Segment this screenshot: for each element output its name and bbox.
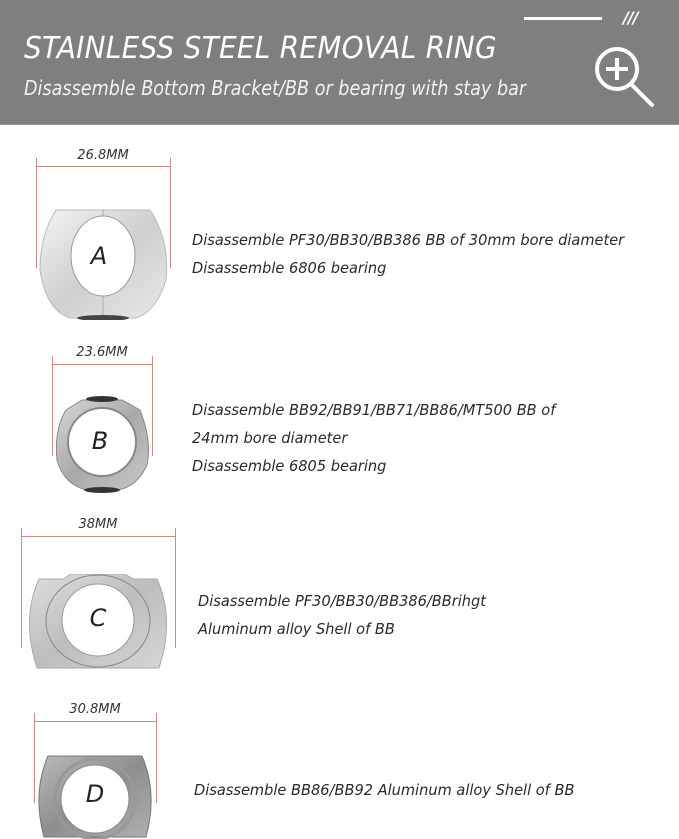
- ring-item-d: [0, 697, 679, 839]
- zoom-in-icon: [590, 42, 658, 110]
- ring-description: [194, 776, 599, 804]
- decorative-line: [524, 17, 602, 20]
- dimension-label: 30.8MM: [69, 702, 121, 717]
- decorative-slashes: ///: [623, 8, 638, 27]
- dimension-tick: [152, 356, 153, 456]
- dimension-line: [36, 166, 170, 167]
- ring-description: [192, 226, 652, 282]
- description-line: Disassemble BB86/BB92 Aluminum alloy Shell of BB: [194, 781, 575, 799]
- description-line: Disassemble PF30/BB30/BB386/BBrihgt: [198, 592, 487, 610]
- description-line: Disassemble 6805 bearing: [192, 457, 387, 475]
- dimension-line: [21, 536, 175, 537]
- dimension-tick: [175, 528, 176, 648]
- ring-item-a: [0, 140, 679, 330]
- ring-letter: B: [91, 427, 109, 455]
- description-line: Disassemble BB92/BB91/BB71/BB86/MT500 BB of: [192, 401, 556, 419]
- ring-letter: A: [90, 242, 108, 270]
- banner-subtitle: Disassemble Bottom Bracket/BB or bearing with stay bar: [24, 76, 527, 100]
- ring-item-c: [0, 512, 679, 677]
- description-line: Disassemble 6806 bearing: [192, 259, 387, 277]
- dimension-label: 23.6MM: [76, 345, 128, 360]
- banner-title: STAINLESS STEEL REMOVAL RING: [24, 31, 497, 66]
- dimension-label: 38MM: [78, 517, 118, 532]
- dimension-tick: [170, 158, 171, 268]
- description-line: Disassemble PF30/BB30/BB386 BB of 30mm bore diameter: [192, 231, 625, 249]
- ring-description: [198, 587, 504, 643]
- ring-letter: C: [89, 604, 107, 632]
- ring-item-b: [0, 340, 679, 500]
- ring-letter: D: [85, 780, 105, 808]
- ring-description: [192, 396, 579, 480]
- description-line: 24mm bore diameter: [192, 429, 348, 447]
- banner-header: [0, 0, 679, 125]
- description-line: Aluminum alloy Shell of BB: [198, 620, 395, 638]
- dimension-tick: [156, 713, 157, 803]
- dimension-line: [52, 364, 152, 365]
- dimension-label: 26.8MM: [77, 148, 129, 163]
- dimension-line: [34, 721, 156, 722]
